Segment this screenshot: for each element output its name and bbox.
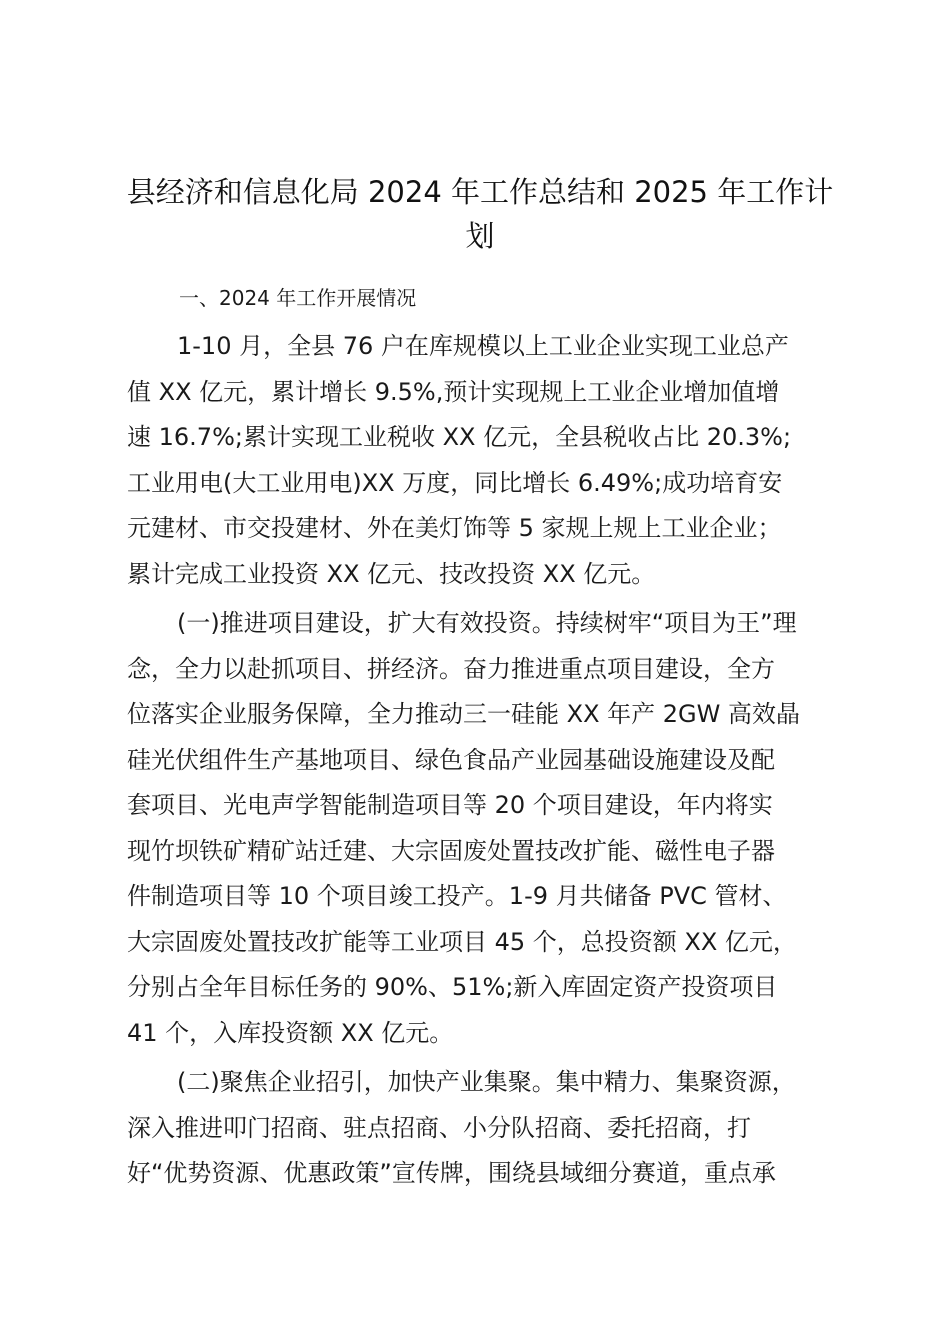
paragraph-investment-attraction <box>127 1060 832 1197</box>
paragraph-line: 1-10 月，全县 76 户在库规模以上工业企业实现工业总产 <box>177 332 789 360</box>
paragraph-line: 件制造项目等 10 个项目竣工投产。1-9 月共储备 PVC 管材、 <box>127 882 787 910</box>
document-title-line-2: 划 <box>465 219 495 253</box>
paragraph-line: (一)推进项目建设，扩大有效投资。持续树牢“项目为王”理 <box>177 609 797 637</box>
paragraph-line: (二)聚焦企业招引，加快产业集聚。集中精力、集聚资源， <box>177 1068 796 1096</box>
paragraph-line: 大宗固废处置技改扩能等工业项目 45 个，总投资额 XX 亿元， <box>127 927 797 956</box>
paragraph-line: 工业用电(大工业用电)XX 万度，同比增长 6.49%;成功培育安 <box>127 468 783 497</box>
paragraph-line: 位落实企业服务保障，全力推动三一硅能 XX 年产 2GW 高效晶 <box>127 700 800 728</box>
paragraph-line: 累计完成工业投资 XX 亿元、技改投资 XX 亿元。 <box>127 559 656 588</box>
document-title-line-1: 县经济和信息化局 2024 年工作总结和 2025 年工作计 <box>126 175 834 209</box>
paragraph-line: 深入推进叩门招商、驻点招商、小分队招商、委托招商，打 <box>127 1113 751 1142</box>
paragraph-line: 现竹坝铁矿精矿站迁建、大宗固废处置技改扩能、磁性电子器 <box>127 836 775 865</box>
paragraph-line: 值 XX 亿元，累计增长 9.5%,预计实现规上工业企业增加值增 <box>127 377 780 406</box>
paragraph-project-construction <box>127 601 832 1056</box>
paragraph-line: 41 个，入库投资额 XX 亿元。 <box>127 1018 454 1047</box>
document-title <box>120 170 840 258</box>
paragraph-line: 分别占全年目标任务的 90%、51%;新入库固定资产投资项目 <box>127 973 778 1001</box>
section-heading: 一、2024 年工作开展情况 <box>179 286 417 310</box>
paragraph-line: 硅光伏组件生产基地项目、绿色食品产业园基础设施建设及配 <box>127 745 775 774</box>
paragraph-line: 念，全力以赴抓项目、拼经济。奋力推进重点项目建设，全方 <box>127 654 775 683</box>
paragraph-overview <box>127 324 832 597</box>
paragraph-line: 速 16.7%;累计实现工业税收 XX 亿元，全县税收占比 20.3%; <box>127 423 792 451</box>
paragraph-line: 好“优势资源、优惠政策”宣传牌，围绕县域细分赛道，重点承 <box>127 1159 776 1187</box>
paragraph-line: 套项目、光电声学智能制造项目等 20 个项目建设，年内将实 <box>127 791 773 819</box>
paragraph-line: 元建材、市交投建材、外在美灯饰等 5 家规上规上工业企业； <box>127 514 782 542</box>
document-body <box>127 278 832 1201</box>
